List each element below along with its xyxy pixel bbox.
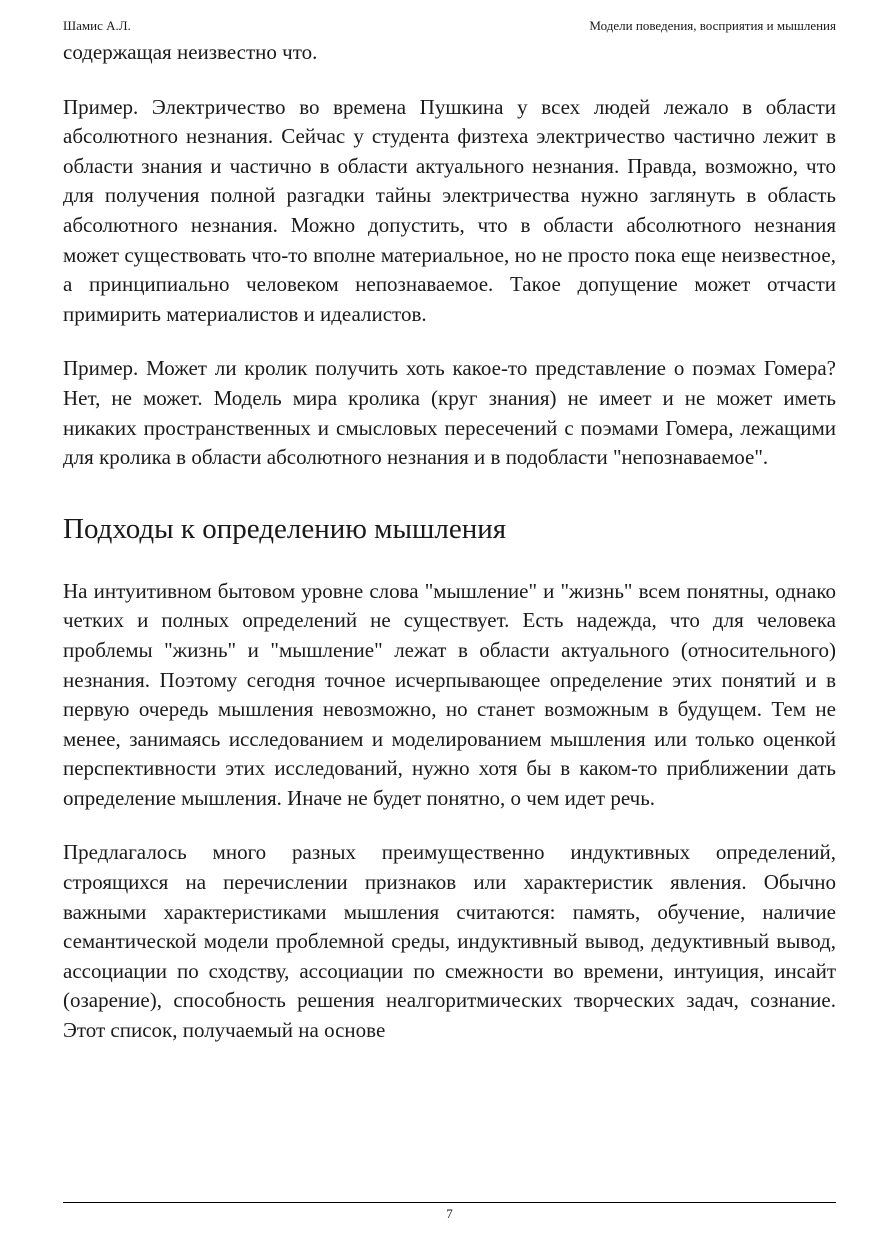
paragraph-inductive-definitions: Предлагалось много разных преимущественно индуктивных определений, строящихся на перечислении признаков или характеристик явления. Обычно важными характеристиками мышления считаются: память, обучение, наличие семантической модели проблемной среды, индуктивный вывод, дедуктивный вывод, ассоциации по сходству, ассоциации по смежности во времени, интуиция, инсайт (озарение), способность решения неалгоритмических творческих задач, сознание. Этот список, получаемый на основе xyxy=(63,840,836,1043)
header-book-title: Модели поведения, восприятия и мышления xyxy=(589,18,836,33)
paragraph-electricity-example: Пример. Электричество во времена Пушкина у всех людей лежало в области абсолютного незнания. Сейчас у студента физтеха электричество частично лежит в области знания и частично в области актуального незнания. Правда, возможно, что для получения полной разгадки тайны электричества нужно заглянуть в область абсолютного незнания. Можно допустить, что в области абсолютного незнания может существовать что-то вполне материальное, но не просто пока еще неизвестное, а принципиально человеком непознаваемое. Такое допущение может отчасти примирить материалистов и идеалистов. xyxy=(63,94,836,326)
footer-divider xyxy=(63,1202,836,1203)
document-page xyxy=(63,0,836,1241)
page-number: 7 xyxy=(446,1206,453,1221)
paragraph-rabbit-example: Пример. Может ли кролик получить хоть какое-то представление о поэмах Гомера? Нет, не может. Модель мира кролика (круг знания) не имеет и не может иметь никаких пространственных и смысловых пересечений с поэмами Гомера, лежащими для кролика в области абсолютного незнания и в подобласти "непознаваемое". xyxy=(63,356,836,470)
continuation-line: содержащая неизвестно что. xyxy=(63,40,318,64)
header-author: Шамис А.Л. xyxy=(63,18,131,33)
page-body xyxy=(63,38,836,1071)
paragraph-intuitive-level: На интуитивном бытовом уровне слова "мышление" и "жизнь" всем понятны, однако четких и полных определений не существует. Есть надежда, что для человека проблемы "жизнь" и "мышление" лежат в области актуального (относительного) незнания. Поэтому сегодня точное исчерпывающее определение этих понятий и в первую очередь мышления невозможно, но станет возможным в будущем. Тем не менее, занимаясь исследованием и моделированием мышления или только оценкой перспективности этих исследований, нужно хотя бы в каком-то приближении дать определение мышления. Иначе не будет понятно, о чем идет речь. xyxy=(63,578,836,810)
running-header xyxy=(63,17,836,35)
section-heading: Подходы к определению мышления xyxy=(63,512,507,545)
